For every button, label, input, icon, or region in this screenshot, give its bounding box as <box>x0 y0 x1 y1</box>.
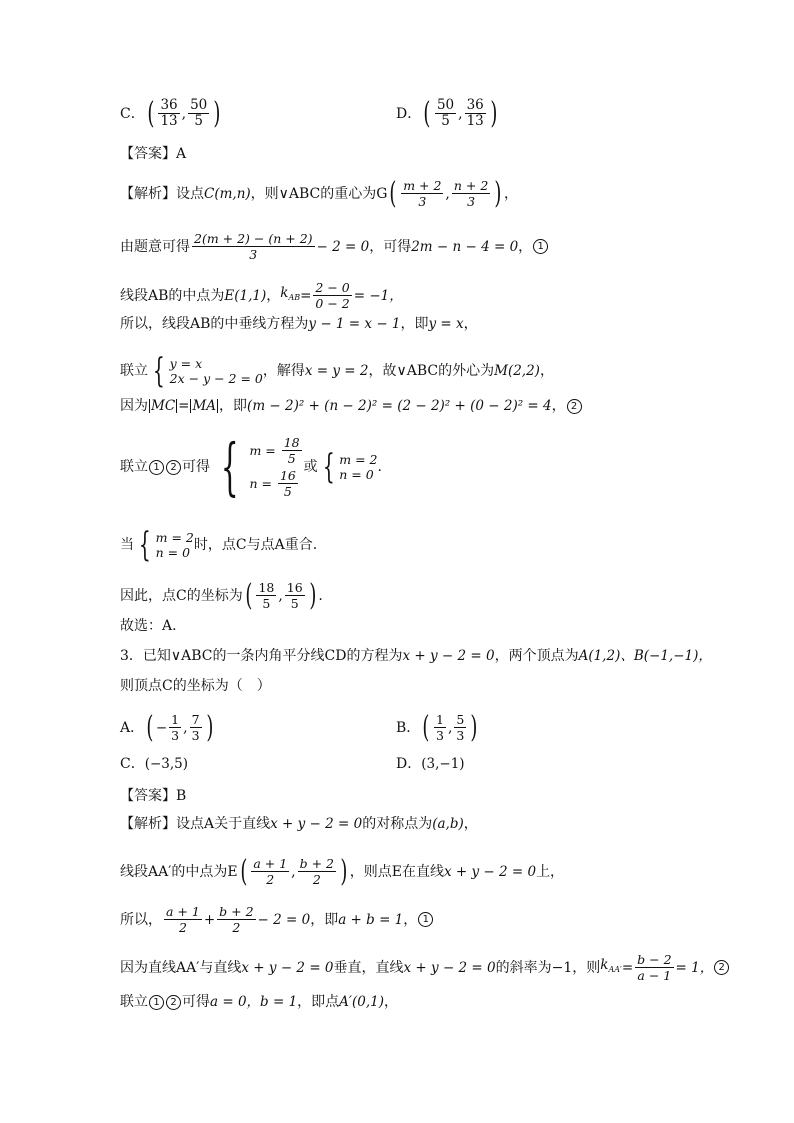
numerator: 2 − 0 <box>315 280 350 295</box>
denominator: 5 <box>290 596 299 611</box>
numerator: m + 2 <box>403 178 442 193</box>
equation: 2x − y − 2 = 0 <box>169 371 263 386</box>
math: A(1,2)、B(−1,−1)， <box>578 648 712 664</box>
paren: ( <box>423 95 431 131</box>
fraction <box>192 231 315 262</box>
text: 3．已知∨ABC的一条内角平分线CD的方程为 <box>120 648 403 664</box>
denominator: 5 <box>262 596 271 611</box>
q2-analysis-3: 线段AB的中点为 E(1,1) ， $k_{AB}$ = $\frac{2 - 0}{0 - 2}$ = −1， <box>120 280 403 311</box>
fraction <box>285 580 305 611</box>
text: ，则∨ABC的重心为G <box>250 185 388 202</box>
fraction <box>434 712 446 743</box>
denominator: 5 <box>194 113 203 129</box>
math: − 2 = 0 <box>257 911 311 928</box>
q3-analysis-5 <box>120 992 398 1012</box>
fraction <box>313 280 351 311</box>
text: 所以，线段AB的中垂线方程为 <box>120 316 309 332</box>
text: 因为直线AA′与直线 <box>120 959 242 976</box>
text: 联立 <box>120 363 148 379</box>
option-label: C． <box>120 756 145 772</box>
math: − 2 = 0 <box>316 238 370 255</box>
math: M(2,2) <box>494 363 540 379</box>
text: ，可得 <box>369 238 412 255</box>
text: 的对称点为 <box>362 816 433 832</box>
numerator: 50 <box>190 97 208 113</box>
text: ，即 <box>219 398 248 414</box>
option-label: C． <box>120 105 145 122</box>
text: 或 <box>303 459 318 475</box>
numerator: n + 2 <box>453 178 489 193</box>
text: 所以， <box>120 911 162 928</box>
circled-number: 1 <box>149 460 164 475</box>
paren: ( <box>239 853 247 889</box>
k: k <box>600 957 609 973</box>
q2-answer: 【答案】A <box>120 146 187 162</box>
text: ， <box>384 994 398 1010</box>
circled-number: 1 <box>533 239 548 254</box>
fraction <box>190 712 202 743</box>
math: C(m,n) <box>204 185 251 202</box>
fraction <box>251 856 289 887</box>
numerator: a + 1 <box>166 904 200 919</box>
equation: n = 0 <box>155 545 191 560</box>
math: y = x <box>428 316 464 332</box>
brace: { <box>322 447 335 487</box>
paren: ) <box>309 577 317 613</box>
text: ，即点 <box>297 994 340 1010</box>
equation-system <box>339 452 377 482</box>
text: 当 <box>120 537 134 553</box>
q2-analysis-5 <box>120 351 554 391</box>
circled-number: 2 <box>567 399 582 414</box>
math: E(1,1) <box>224 287 267 304</box>
paren: ) <box>494 175 502 211</box>
paren: ( <box>147 95 155 131</box>
math: x + y − 2 = 0 <box>270 816 363 832</box>
q2-analysis-1: 【解析】 设点 C(m,n) ，则∨ABC的重心为G ( $\frac{m + 2}{3}$ , $\frac{n + 2}{3}$ ) ， <box>120 175 519 211</box>
q3-stem-1 <box>120 646 712 666</box>
numerator: 7 <box>191 712 200 727</box>
math: MC <box>151 398 176 414</box>
fraction <box>298 856 336 887</box>
text: ，即 <box>310 911 339 928</box>
text: ，两个顶点为 <box>494 648 579 664</box>
text: ，则点E在直线 <box>349 863 444 880</box>
text: ，故∨ABC的外心为 <box>368 363 495 379</box>
q2-analysis-6: 因为 MC = MA ，即 (m − 2)² + (n − 2)² = (2 − 2)² + (0 − 2)² = 4 ， 2 <box>120 396 583 416</box>
math: x + y − 2 = 0 <box>241 959 334 976</box>
q2-analysis-4 <box>120 314 478 334</box>
math: y − 1 = x − 1 <box>308 316 401 332</box>
k: k <box>280 285 289 301</box>
numerator: b + 2 <box>299 856 334 871</box>
denominator: 5 <box>287 451 296 466</box>
paren: ( <box>389 175 397 211</box>
denominator: 0 − 2 <box>315 296 350 311</box>
circled-number: 2 <box>714 960 729 975</box>
math: A′(0,1) <box>339 994 384 1010</box>
math: = 1， <box>675 959 714 976</box>
q3-stem-2: 则顶点C的坐标为（ ） <box>120 678 271 694</box>
analysis-label: 【解析】 <box>120 816 176 832</box>
q3-option-c <box>120 754 188 774</box>
denominator: 5 <box>283 484 292 499</box>
option-label: B． <box>396 719 421 736</box>
fraction <box>217 904 255 935</box>
text: ， <box>539 363 554 379</box>
paren: ) <box>490 95 498 131</box>
q3-answer: 【答案】B <box>120 788 187 804</box>
equation: y = x <box>169 356 203 371</box>
denominator: 2 <box>266 872 275 887</box>
equation-system <box>170 356 263 386</box>
math: (3,−1) <box>421 756 465 772</box>
text: ，解得 <box>262 363 305 379</box>
numerator: 1 <box>436 712 444 727</box>
equation: m = 2 <box>155 530 194 545</box>
equation: n = 0 <box>339 467 374 482</box>
text: ， <box>463 816 478 832</box>
math: x + y − 2 = 0 <box>402 648 495 664</box>
text: ，即 <box>400 316 429 332</box>
numerator: 18 <box>258 580 275 595</box>
text: 可得 <box>182 994 210 1010</box>
math: 2m − n − 4 = 0 <box>411 238 519 255</box>
numerator: 1 <box>171 712 180 727</box>
text: 设点 <box>176 185 204 202</box>
text: 垂直，直线 <box>333 959 404 976</box>
text: 的斜率为−1，则 <box>495 959 601 976</box>
numerator: 2(m + 2) − (n + 2) <box>194 231 313 246</box>
q3-analysis-2: 线段AA′的中点为E ( $\frac{a + 1}{2}$ , $\frac{b + 2}{2}$ ) ，则点E在直线 x + y − 2 = 0 上， <box>120 853 565 889</box>
denominator: a − 1 <box>637 968 672 983</box>
circled-number: 2 <box>166 460 181 475</box>
fraction <box>465 98 486 129</box>
text: 因为 <box>120 398 148 414</box>
brace: { <box>220 430 239 503</box>
paren: ) <box>470 709 478 745</box>
denominator: 3 <box>467 194 476 209</box>
math: = −1， <box>353 287 403 304</box>
denominator: 13 <box>466 113 484 129</box>
numerator: 36 <box>160 97 178 113</box>
q2-choose: 故选：A. <box>120 618 177 634</box>
denominator: 2 <box>312 872 321 887</box>
numerator: 16 <box>286 580 303 595</box>
text: ， <box>551 398 566 414</box>
math: a + b = 1 <box>338 911 404 928</box>
q2-analysis-2 <box>120 231 549 262</box>
q3-analysis-1 <box>120 814 478 834</box>
denominator: 3 <box>456 728 465 743</box>
brace: { <box>152 351 165 391</box>
math: (−3,5) <box>144 756 189 772</box>
analysis-label: 【解析】 <box>120 185 176 202</box>
paren: ) <box>340 853 348 889</box>
q3-option-a: A． ( − $\frac{1}{3}$ , $\frac{7}{3}$ ) <box>120 709 213 745</box>
numerator: 16 <box>279 468 296 483</box>
numerator: 36 <box>466 97 484 113</box>
text: ， <box>403 911 418 928</box>
option-d-prev: D． ( $\frac{50}{5}$ , $\frac{36}{13}$ ) <box>396 95 498 131</box>
circled-number: 1 <box>418 912 433 927</box>
q3-option-d <box>396 754 465 774</box>
text: 联立 <box>120 994 148 1010</box>
q2-analysis-7: 联立 1 2 可得 { m = $\frac{18}{5}$ n = $\frac{16}{5}$ 或 { m = 2 n = 0 . <box>120 430 382 503</box>
text: 时，点C与点A重合. <box>193 537 318 553</box>
slope <box>600 955 622 980</box>
q2-analysis-9: 因此，点C的坐标为 ( $\frac{18}{5}$ , $\frac{16}{5}$ ) . <box>120 577 323 613</box>
option-label: D． <box>396 105 422 122</box>
circled-number: 2 <box>166 995 181 1010</box>
option-c-prev: C． ( $\frac{36}{13}$ , $\frac{50}{5}$ ) <box>120 95 221 131</box>
subscript: AB <box>288 293 301 302</box>
math: x + y − 2 = 0 <box>443 863 537 880</box>
fraction <box>452 178 490 209</box>
fraction <box>401 178 443 209</box>
text: ， <box>463 316 478 332</box>
fraction <box>256 580 276 611</box>
q3-analysis-3: 所以， $\frac{a + 1}{2}$ + $\frac{b + 2}{2}$ − 2 = 0 ，即 a + b = 1 ， 1 <box>120 904 434 935</box>
numerator: b + 2 <box>219 904 254 919</box>
denominator: 3 <box>191 728 200 743</box>
equation-system <box>156 530 194 560</box>
fraction <box>158 98 179 129</box>
circled-number: 1 <box>149 995 164 1010</box>
numerator: a + 1 <box>253 856 288 871</box>
text: 因此，点C的坐标为 <box>120 587 243 604</box>
equation-system: m = $\frac{18}{5}$ n = $\frac{16}{5}$ <box>249 435 300 499</box>
fraction <box>435 98 456 129</box>
denominator: 3 <box>418 194 427 209</box>
text: 线段AB的中点为 <box>120 287 225 304</box>
paren: ( <box>245 577 253 613</box>
denominator: 3 <box>249 247 258 262</box>
fraction <box>188 98 209 129</box>
text: 上， <box>536 863 565 880</box>
denominator: 3 <box>436 728 444 743</box>
text: 联立 <box>120 459 148 475</box>
text: 设点A关于直线 <box>176 816 271 832</box>
math: (m − 2)² + (n − 2)² = (2 − 2)² + (0 − 2)² = 4 <box>247 398 552 414</box>
text: . <box>318 587 323 604</box>
numerator: 50 <box>436 97 455 113</box>
q3-analysis-4: 因为直线AA′与直线 x + y − 2 = 0 垂直，直线 x + y − 2 = 0 的斜率为−1，则 $k_{AA'}$ = $\frac{b - 2}{a - 1}$ = 1， 2 <box>120 952 730 983</box>
math: x + y − 2 = 0 <box>403 959 496 976</box>
fraction <box>169 712 181 743</box>
text: ， <box>518 238 533 255</box>
text: 可得 <box>182 459 210 475</box>
math: MA <box>192 398 217 414</box>
denominator: 13 <box>160 113 178 129</box>
paren: ) <box>213 95 221 131</box>
text: 由题意可得 <box>120 238 190 255</box>
subscript: AA′ <box>608 965 622 974</box>
numerator: b − 2 <box>637 952 672 967</box>
slope <box>280 283 300 308</box>
numerator: 18 <box>283 435 300 450</box>
paren: ( <box>146 709 154 745</box>
denominator: 3 <box>171 728 180 743</box>
paren: ) <box>205 709 213 745</box>
option-label: D． <box>396 756 422 772</box>
denominator: 2 <box>232 920 241 935</box>
option-label: A． <box>120 719 145 736</box>
math: x = y = 2 <box>304 363 369 379</box>
fraction <box>635 952 673 983</box>
numerator: 5 <box>456 712 465 727</box>
denominator: 5 <box>441 113 450 129</box>
fraction <box>164 904 202 935</box>
math: (a,b) <box>432 816 464 832</box>
brace: { <box>138 525 151 565</box>
q2-analysis-8 <box>120 525 318 565</box>
q3-option-b: B． ( $\frac{1}{3}$ , $\frac{5}{3}$ ) <box>396 709 478 745</box>
denominator: 2 <box>178 920 187 935</box>
fraction <box>454 712 466 743</box>
math: a = 0，b = 1 <box>210 994 298 1010</box>
paren: ( <box>422 709 430 745</box>
text: 线段AA′的中点为E <box>120 863 238 880</box>
equation: m = 2 <box>339 452 378 467</box>
